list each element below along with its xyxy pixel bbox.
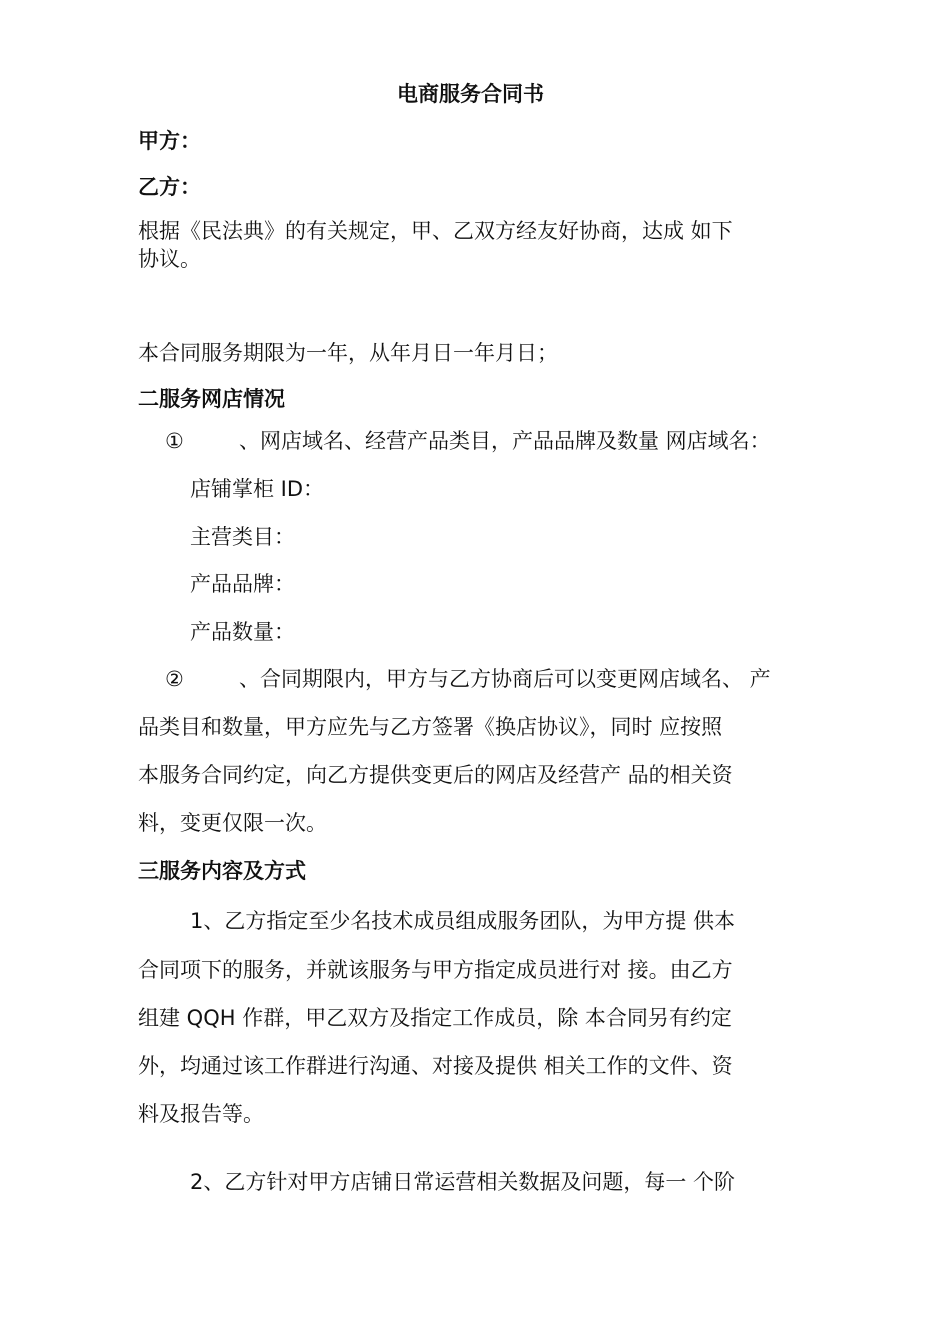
item-marker: ② (165, 667, 184, 691)
item-text: 、网店域名、经营产品类目，产品品牌及数量 网店域名： (239, 429, 771, 453)
paragraph-line: 合同项下的服务，并就该服务与甲方指定成员进行对 接。由乙方 (138, 958, 733, 982)
section-3-heading: 三服务内容及方式 (138, 859, 306, 883)
paragraph-line: 1、乙方指定至少名技术成员组成服务团队，为甲方提 供本 (190, 909, 736, 933)
paragraph-line: 本服务合同约定，向乙方提供变更后的网店及经营产 品的相关资 (138, 763, 733, 787)
item-marker: ① (165, 429, 184, 453)
party-a-label: 甲方： (138, 129, 201, 153)
item-text: 、合同期限内，甲方与乙方协商后可以变更网店域名、 产 (239, 667, 771, 691)
preamble-line: 协议。 (138, 247, 201, 271)
paragraph-line: 2、乙方针对甲方店铺日常运营相关数据及问题，每一 个阶 (190, 1170, 736, 1194)
field-brand: 产品品牌： (190, 572, 295, 596)
paragraph-line: 外，均通过该工作群进行沟通、对接及提供 相关工作的文件、资 (138, 1054, 733, 1078)
preamble-line: 根据《民法典》的有关规定，甲、乙双方经友好协商，达成 如下 (138, 219, 733, 243)
section-2-item-2 (165, 664, 771, 694)
field-main-category: 主营类目： (190, 525, 295, 549)
term-clause: 本合同服务期限为一年，从年月日一年月日； (138, 341, 558, 365)
paragraph-line: 料，变更仅限一次。 (138, 811, 327, 835)
paragraph-line: 料及报告等。 (138, 1102, 264, 1126)
paragraph-line: 品类目和数量，甲方应先与乙方签署《换店协议》，同时 应按照 (138, 715, 723, 739)
section-2-item-1 (165, 426, 771, 456)
paragraph-line: 组建 QQH 作群，甲乙双方及指定工作成员，除 本合同另有约定 (138, 1006, 732, 1030)
document-title: 电商服务合同书 (397, 82, 544, 106)
field-shop-id: 店铺掌柜 ID： (190, 477, 325, 501)
party-b-label: 乙方： (138, 175, 201, 199)
field-quantity: 产品数量： (190, 620, 295, 644)
section-2-heading: 二服务网店情况 (138, 387, 285, 411)
